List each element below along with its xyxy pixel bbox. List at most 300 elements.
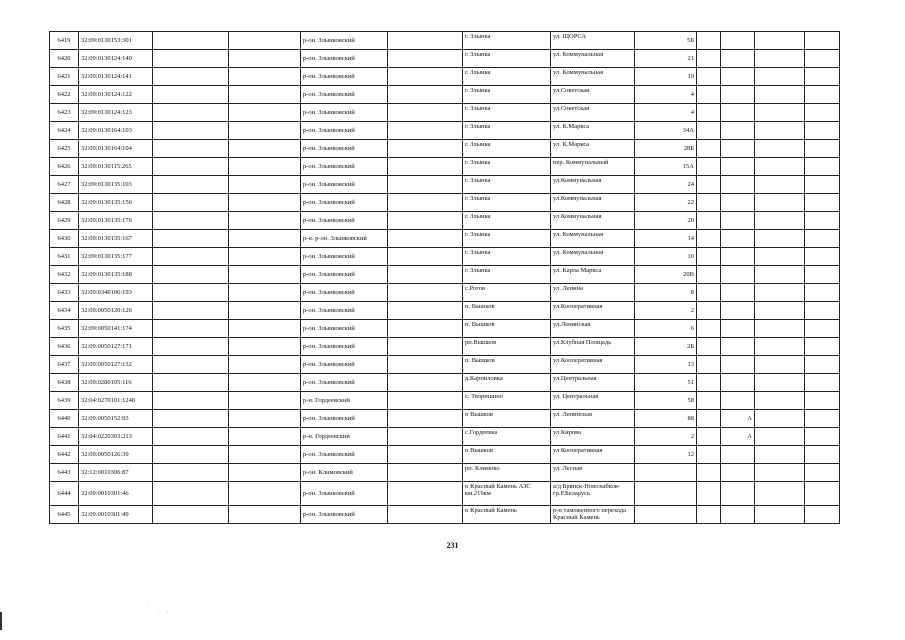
cell-empty	[229, 374, 301, 392]
cell-house-number: 51	[635, 374, 697, 392]
cell-empty	[388, 68, 463, 86]
cell-house-number	[635, 506, 697, 524]
cell-street: пер. Коммунальный	[551, 158, 635, 176]
cell-empty	[153, 248, 229, 266]
cell-empty	[153, 212, 229, 230]
cell-empty	[229, 158, 301, 176]
cell-empty	[805, 86, 840, 104]
cell-letter	[721, 392, 755, 410]
cell-letter	[721, 482, 755, 506]
cell-empty	[153, 230, 229, 248]
table-row	[50, 266, 840, 284]
table-row	[50, 212, 840, 230]
cell-empty	[388, 230, 463, 248]
cell-empty	[388, 140, 463, 158]
cell-letter	[721, 266, 755, 284]
cell-row-number: 6445	[50, 506, 79, 524]
cell-house-number: 6	[635, 320, 697, 338]
table-row	[50, 284, 840, 302]
cell-empty	[755, 212, 805, 230]
cell-empty	[388, 428, 463, 446]
cell-empty	[805, 194, 840, 212]
cell-house-number: 21	[635, 50, 697, 68]
cell-empty	[697, 302, 721, 320]
cell-street: ул. ЩОРСА	[551, 32, 635, 50]
cell-row-number: 6444	[50, 482, 79, 506]
cell-district: р-он. Злынковский	[301, 212, 388, 230]
cell-empty	[388, 320, 463, 338]
cell-empty	[755, 338, 805, 356]
cell-street: ул. Коммунальная	[551, 68, 635, 86]
table-row	[50, 248, 840, 266]
cell-row-number: 6431	[50, 248, 79, 266]
cell-empty	[755, 284, 805, 302]
cell-letter	[721, 464, 755, 482]
cell-street: ул. Коммунальная	[551, 248, 635, 266]
cell-letter: А	[721, 410, 755, 428]
cell-street: ул.Коммунальная	[551, 212, 635, 230]
cell-cadastral-number: 32:09:0050126:39	[79, 446, 153, 464]
cell-empty	[229, 32, 301, 50]
cell-letter	[721, 194, 755, 212]
cell-empty	[755, 122, 805, 140]
cell-letter	[721, 104, 755, 122]
cell-settlement: д.Карпиловка	[463, 374, 551, 392]
cell-cadastral-number: 32:09:0130124:141	[79, 68, 153, 86]
cell-empty	[388, 464, 463, 482]
cell-district: р-он. Злынковский	[301, 68, 388, 86]
cell-empty	[229, 410, 301, 428]
cell-district: р-он. Злынковский	[301, 446, 388, 464]
table-row	[50, 122, 840, 140]
cell-empty	[697, 284, 721, 302]
cell-empty	[805, 410, 840, 428]
cell-house-number: 2	[635, 302, 697, 320]
cell-settlement: г. Злынка	[463, 230, 551, 248]
cell-cadastral-number: 32:09:0130135:167	[79, 230, 153, 248]
cell-street: ул. К.Маркса	[551, 140, 635, 158]
cell-empty	[805, 248, 840, 266]
cell-empty	[388, 32, 463, 50]
cell-house-number: 24	[635, 176, 697, 194]
cell-empty	[229, 68, 301, 86]
cell-empty	[229, 338, 301, 356]
cell-empty	[755, 230, 805, 248]
cell-settlement: г. Злынка	[463, 86, 551, 104]
cell-empty	[388, 284, 463, 302]
cell-settlement: с.Рогов	[463, 284, 551, 302]
cell-empty	[755, 50, 805, 68]
cell-empty	[805, 158, 840, 176]
cell-row-number: 6420	[50, 50, 79, 68]
cell-street: ул. Коммунальная	[551, 230, 635, 248]
cell-empty	[388, 212, 463, 230]
cell-letter	[721, 140, 755, 158]
cell-letter	[721, 50, 755, 68]
cell-district: р-н. Гордеевский	[301, 392, 388, 410]
cell-empty	[388, 86, 463, 104]
cell-district: р-он. Злынковский	[301, 140, 388, 158]
table-row	[50, 230, 840, 248]
cell-settlement: рп. Климово	[463, 464, 551, 482]
cell-empty	[755, 320, 805, 338]
cell-empty	[805, 104, 840, 122]
cell-empty	[805, 122, 840, 140]
cell-empty	[805, 50, 840, 68]
cell-empty	[697, 482, 721, 506]
cell-cadastral-number: 32:09:0130124:123	[79, 104, 153, 122]
cell-settlement: г. Злынка	[463, 32, 551, 50]
cell-empty	[805, 356, 840, 374]
cell-empty	[388, 506, 463, 524]
cell-empty	[805, 302, 840, 320]
cell-settlement: п. Вышков	[463, 320, 551, 338]
cell-empty	[697, 104, 721, 122]
cell-empty	[153, 68, 229, 86]
cell-settlement: п. Вышков	[463, 302, 551, 320]
cell-empty	[229, 140, 301, 158]
cell-empty	[153, 320, 229, 338]
cell-cadastral-number: 32:09:0050152:93	[79, 410, 153, 428]
cell-settlement: рп.Вышков	[463, 338, 551, 356]
cell-empty	[755, 410, 805, 428]
cell-empty	[388, 104, 463, 122]
cell-settlement: г. Злынка	[463, 266, 551, 284]
cell-empty	[755, 392, 805, 410]
cell-district: р-он. Злынковский	[301, 284, 388, 302]
table-row	[50, 32, 840, 50]
table-row	[50, 356, 840, 374]
cell-row-number: 6428	[50, 194, 79, 212]
cell-district: р-он. Злынковский	[301, 302, 388, 320]
cell-street: ул.Кирова	[551, 428, 635, 446]
cell-district: р-н. Гордеевский	[301, 428, 388, 446]
cell-empty	[388, 356, 463, 374]
cell-empty	[805, 176, 840, 194]
cell-street: ул.Советская	[551, 86, 635, 104]
cell-cadastral-number: 32:09:0340106:193	[79, 284, 153, 302]
cell-empty	[229, 212, 301, 230]
cell-settlement: п Вышков	[463, 446, 551, 464]
cell-empty	[229, 230, 301, 248]
cell-street: ул Кооперативная	[551, 446, 635, 464]
table-row	[50, 374, 840, 392]
cell-row-number: 6439	[50, 392, 79, 410]
cell-empty	[805, 374, 840, 392]
cell-empty	[755, 248, 805, 266]
cell-house-number: 28Б	[635, 140, 697, 158]
cell-empty	[805, 212, 840, 230]
cell-house-number: 20В	[635, 266, 697, 284]
cell-empty	[755, 140, 805, 158]
cell-empty	[805, 320, 840, 338]
cell-empty	[755, 32, 805, 50]
cell-cadastral-number: 32:09:0130124:140	[79, 50, 153, 68]
cell-empty	[755, 356, 805, 374]
cell-empty	[697, 356, 721, 374]
cell-cadastral-number: 32:09:0130135:156	[79, 194, 153, 212]
cell-empty	[697, 266, 721, 284]
cell-letter	[721, 230, 755, 248]
table-row	[50, 104, 840, 122]
cell-empty	[153, 104, 229, 122]
cell-settlement: г. Злынка	[463, 194, 551, 212]
cell-letter	[721, 176, 755, 194]
cell-empty	[388, 176, 463, 194]
cell-district: р-он. Климовский	[301, 464, 388, 482]
cell-empty	[755, 482, 805, 506]
cell-empty	[229, 122, 301, 140]
cell-row-number: 6422	[50, 86, 79, 104]
cell-street: ул.Кооперативная	[551, 356, 635, 374]
cell-row-number: 6440	[50, 410, 79, 428]
cell-settlement: п Красный Камень АЗС км.219км	[463, 482, 551, 506]
cell-empty	[697, 446, 721, 464]
cell-street: ул.Коммунальная	[551, 194, 635, 212]
cell-street: а/д Брянск-Новозыбков-гр.Р.Беларусь	[551, 482, 635, 506]
cell-empty	[697, 320, 721, 338]
cell-empty	[805, 464, 840, 482]
cell-empty	[697, 410, 721, 428]
register-table	[49, 31, 840, 524]
cell-letter	[721, 356, 755, 374]
cell-district: р-он. Злынковский	[301, 194, 388, 212]
cell-empty	[755, 374, 805, 392]
cell-letter	[721, 158, 755, 176]
cell-empty	[388, 266, 463, 284]
table-row	[50, 338, 840, 356]
cell-letter: А	[721, 428, 755, 446]
cell-empty	[388, 410, 463, 428]
cell-house-number	[635, 464, 697, 482]
cell-settlement: г. Злынка	[463, 122, 551, 140]
cell-empty	[388, 158, 463, 176]
cell-empty	[229, 320, 301, 338]
cell-empty	[229, 86, 301, 104]
cell-row-number: 6424	[50, 122, 79, 140]
cell-district: р-он. Злынковский	[301, 158, 388, 176]
cell-cadastral-number: 32:09:0050141:174	[79, 320, 153, 338]
cell-house-number: 8	[635, 284, 697, 302]
cell-empty	[805, 338, 840, 356]
cell-street: ул.Коммунальная	[551, 176, 635, 194]
cell-house-number: 2Б	[635, 338, 697, 356]
cell-empty	[697, 140, 721, 158]
cell-empty	[755, 464, 805, 482]
table-row	[50, 302, 840, 320]
cell-empty	[388, 194, 463, 212]
cell-empty	[153, 50, 229, 68]
cell-empty	[229, 446, 301, 464]
cell-settlement: с. Творишино	[463, 392, 551, 410]
cell-empty	[697, 338, 721, 356]
cell-empty	[229, 356, 301, 374]
cell-empty	[153, 374, 229, 392]
cell-street: ул.Ленинская	[551, 320, 635, 338]
cell-empty	[388, 482, 463, 506]
cell-house-number: 15А	[635, 158, 697, 176]
cell-empty	[229, 194, 301, 212]
table-row	[50, 140, 840, 158]
table-row	[50, 464, 840, 482]
table-row	[50, 86, 840, 104]
cell-empty	[755, 104, 805, 122]
cell-empty	[697, 68, 721, 86]
cell-house-number: 4	[635, 86, 697, 104]
cell-row-number: 6436	[50, 338, 79, 356]
cell-empty	[388, 392, 463, 410]
cell-empty	[153, 176, 229, 194]
cell-cadastral-number: 32:12:0010306:87	[79, 464, 153, 482]
cell-district: р-он. Злынковский	[301, 356, 388, 374]
cell-cadastral-number: 32:09:0280105:116	[79, 374, 153, 392]
cell-house-number: 4	[635, 104, 697, 122]
table-row	[50, 506, 840, 524]
cell-empty	[755, 158, 805, 176]
table-row	[50, 158, 840, 176]
cell-empty	[805, 446, 840, 464]
cell-district: р-он. Злынковский	[301, 338, 388, 356]
cell-empty	[755, 428, 805, 446]
cell-district: р-он. Злынковский	[301, 50, 388, 68]
cell-street: ул.Кооперативная	[551, 302, 635, 320]
cell-empty	[805, 266, 840, 284]
cell-settlement: г. Злынка	[463, 68, 551, 86]
page-number: 231	[446, 541, 459, 550]
cell-row-number: 6429	[50, 212, 79, 230]
cell-row-number: 6432	[50, 266, 79, 284]
cell-settlement: п. Вышков	[463, 356, 551, 374]
cell-empty	[153, 338, 229, 356]
cell-row-number: 6441	[50, 428, 79, 446]
cell-empty	[153, 86, 229, 104]
cell-district: р-он. Злынковский	[301, 176, 388, 194]
cell-empty	[229, 392, 301, 410]
cell-empty	[805, 230, 840, 248]
table-row	[50, 428, 840, 446]
cell-district: р-он. Злынковский	[301, 410, 388, 428]
cell-cadastral-number: 32:09:0050127:132	[79, 356, 153, 374]
cell-settlement: г. Злынка	[463, 104, 551, 122]
cell-empty	[755, 302, 805, 320]
cell-empty	[153, 428, 229, 446]
cell-empty	[153, 506, 229, 524]
cell-empty	[697, 176, 721, 194]
table-row	[50, 50, 840, 68]
cell-empty	[755, 68, 805, 86]
cell-letter	[721, 212, 755, 230]
cell-district: р-он. Злынковский	[301, 266, 388, 284]
cell-letter	[721, 302, 755, 320]
cell-empty	[388, 50, 463, 68]
cell-empty	[229, 284, 301, 302]
cell-district: р-он. Злынковский	[301, 506, 388, 524]
table-row	[50, 68, 840, 86]
cell-street: ул.Центральная	[551, 374, 635, 392]
cell-row-number: 6425	[50, 140, 79, 158]
cell-cadastral-number: 32:09:0130135:177	[79, 248, 153, 266]
cell-row-number: 6442	[50, 446, 79, 464]
cell-row-number: 6435	[50, 320, 79, 338]
cell-empty	[388, 374, 463, 392]
cell-row-number: 6419	[50, 32, 79, 50]
cell-district: р-он. Злынковский	[301, 320, 388, 338]
table-row	[50, 446, 840, 464]
cell-empty	[388, 302, 463, 320]
cell-empty	[153, 194, 229, 212]
cell-house-number: 13	[635, 356, 697, 374]
cell-row-number: 6434	[50, 302, 79, 320]
cell-empty	[697, 122, 721, 140]
cell-house-number: 19	[635, 68, 697, 86]
cell-empty	[229, 104, 301, 122]
table-row	[50, 194, 840, 212]
cell-cadastral-number: 32:04:0220303:213	[79, 428, 153, 446]
cell-empty	[805, 32, 840, 50]
cell-letter	[721, 446, 755, 464]
cell-letter	[721, 284, 755, 302]
cell-empty	[153, 482, 229, 506]
cell-district: р-он. Злынковский	[301, 32, 388, 50]
table-row	[50, 410, 840, 428]
cell-empty	[153, 302, 229, 320]
cell-house-number: 2	[635, 428, 697, 446]
cell-settlement: г. Злынка	[463, 158, 551, 176]
cell-letter	[721, 86, 755, 104]
cell-empty	[805, 68, 840, 86]
cell-cadastral-number: 32:09:0050120:126	[79, 302, 153, 320]
cell-empty	[229, 176, 301, 194]
cell-empty	[229, 50, 301, 68]
cell-letter	[721, 248, 755, 266]
cell-settlement: с.Гордеевка	[463, 428, 551, 446]
cell-settlement: г. Злынка	[463, 176, 551, 194]
cell-empty	[229, 464, 301, 482]
cell-empty	[805, 506, 840, 524]
cell-letter	[721, 506, 755, 524]
cell-empty	[755, 506, 805, 524]
cell-empty	[229, 506, 301, 524]
cell-empty	[229, 248, 301, 266]
cell-house-number: 10	[635, 248, 697, 266]
cell-empty	[805, 284, 840, 302]
cell-empty	[755, 86, 805, 104]
cell-house-number: 88	[635, 410, 697, 428]
cell-empty	[697, 392, 721, 410]
cell-house-number: 22	[635, 194, 697, 212]
cell-empty	[153, 122, 229, 140]
cell-cadastral-number: 32:09:0010301:49	[79, 506, 153, 524]
cell-empty	[153, 32, 229, 50]
cell-district: р-он. Злынковский	[301, 248, 388, 266]
table-row	[50, 176, 840, 194]
cell-empty	[755, 266, 805, 284]
cell-empty	[755, 446, 805, 464]
cell-settlement: г. Злынка	[463, 50, 551, 68]
cell-letter	[721, 32, 755, 50]
cell-empty	[805, 482, 840, 506]
cell-empty	[388, 446, 463, 464]
cell-empty	[153, 158, 229, 176]
cell-empty	[153, 464, 229, 482]
cell-empty	[153, 356, 229, 374]
cell-district: р-н. р-он. Злынковский	[301, 230, 388, 248]
cell-row-number: 6433	[50, 284, 79, 302]
cell-row-number: 6437	[50, 356, 79, 374]
cell-house-number: 5Б	[635, 32, 697, 50]
table-row	[50, 320, 840, 338]
cell-empty	[388, 122, 463, 140]
